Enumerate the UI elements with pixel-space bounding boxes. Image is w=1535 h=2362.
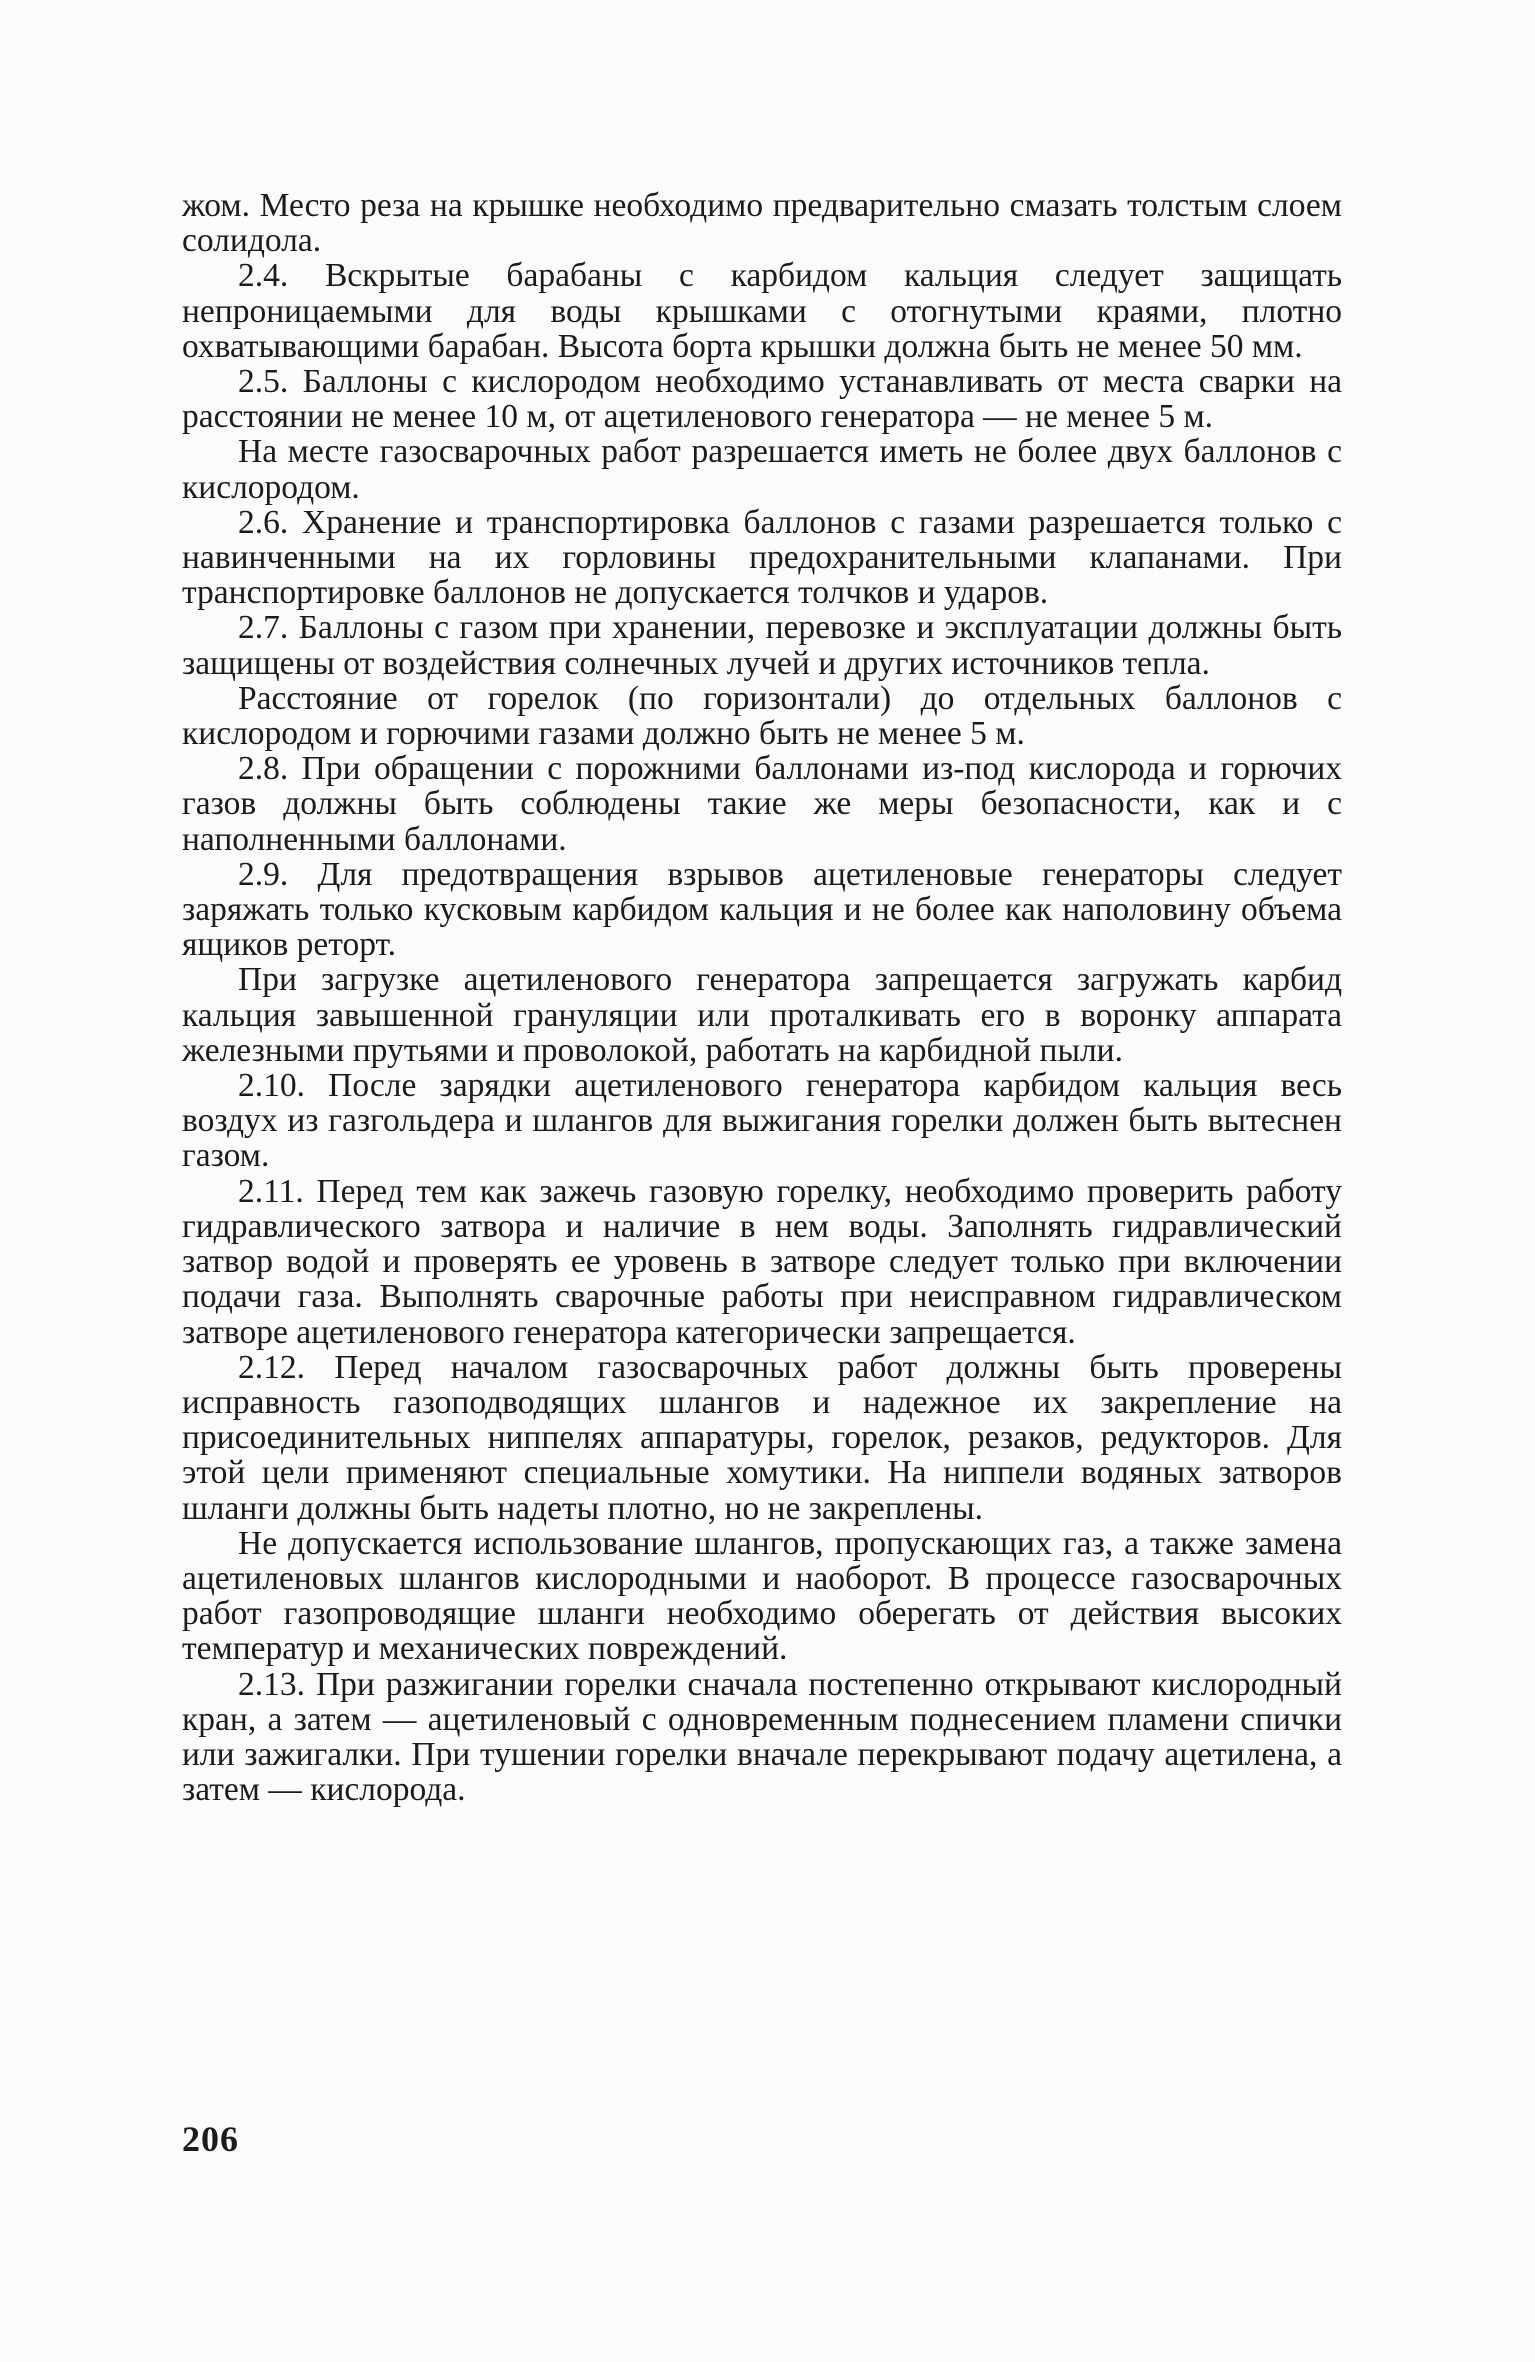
paragraph-2-10: 2.10. После зарядки ацетиленового генератора карбидом кальция весь воздух из газгольдера и шлангов для выжигания горелки должен быть вытеснен газом. bbox=[182, 1067, 1342, 1175]
paragraph-2-12-note: Не допускается использование шлангов, пропускающих газ, а также замена ацетиленовых шлангов кислородными и наоборот. В процессе газосварочных работ газопроводящие шланги необходимо оберегать от действия высоких температур и механических повреждений. bbox=[182, 1524, 1342, 1668]
paragraph-2-4: 2.4. Вскрытые барабаны с карбидом кальция следует защищать непроницаемыми для воды крышками с отогнутыми краями, плотно охватывающими барабан. Высота борта крышки должна быть не менее 50 мм. bbox=[182, 257, 1342, 365]
paragraph-2-9-note: При загрузке ацетиленового генератора запрещается загружать карбид кальция завышенной грануляции или проталкивать его в воронку аппарата железными прутьями и проволокой, работать на карбидной пыли. bbox=[182, 961, 1342, 1069]
paragraph-2-11: 2.11. Перед тем как зажечь газовую горелку, необходимо проверить работу гидравлического затвора и наличие в нем воды. Заполнять гидравлический затвор водой и проверять ее уровень в затворе следует только при включении подачи газа. Выполнять сварочные работы при неисправном гидравлическом затворе ацетиленового генератора категорически запрещается. bbox=[182, 1172, 1342, 1351]
paragraph-2-7-note: Расстояние от горелок (по горизонтали) до отдельных баллонов с кислородом и горючими газами должно быть не менее 5 м. bbox=[182, 679, 1342, 753]
paragraph-continuation: жом. Место реза на крышке необходимо предварительно смазать толстым слоем солидола. bbox=[182, 187, 1342, 260]
paragraph-2-5-note: На месте газосварочных работ разрешается иметь не более двух баллонов с кислородом. bbox=[182, 433, 1342, 506]
paragraph-2-5: 2.5. Баллоны с кислородом необходимо устанавливать от места сварки на расстоянии не менее 10 м, от ацетиленового генератора — не менее 5 м. bbox=[182, 363, 1342, 436]
page-number: 206 bbox=[182, 2119, 239, 2159]
body-text bbox=[182, 188, 1342, 1807]
paragraph-2-8: 2.8. При обращении с порожними баллонами из-под кислорода и горючих газов должны быть соблюдены такие же меры безопасности, как и с наполненными баллонами. bbox=[182, 750, 1342, 858]
paragraph-2-7: 2.7. Баллоны с газом при хранении, перевозке и эксплуатации должны быть защищены от воздействия солнечных лучей и других источников тепла. bbox=[182, 609, 1342, 682]
paragraph-2-9: 2.9. Для предотвращения взрывов ацетиленовые генераторы следует заряжать только кусковым карбидом кальция и не более как наполовину объема ящиков реторт. bbox=[182, 855, 1342, 964]
paragraph-2-6: 2.6. Хранение и транспортировка баллонов с газами разрешается только с навинченными на их горловины предохранительными клапанами. При транспортировке баллонов не допускается толчков и ударов. bbox=[182, 503, 1342, 612]
paragraph-2-13: 2.13. При разжигании горелки сначала постепенно открывают кислородный кран, а затем — ацетиленовый с одновременным поднесением пламени спички или зажигалки. При тушении горелки вначале перекрывают подачу ацетилена, а затем — кислорода. bbox=[182, 1665, 1342, 1809]
paragraph-2-12: 2.12. Перед началом газосварочных работ должны быть проверены исправность газоподводящих шлангов и надежное их закрепление на присоединительных ниппелях аппаратуры, горелок, резаков, редукторов. Для этой цели применяют специальные хомутики. На ниппели водяных затворов шланги должны быть надеты плотно, но не закреплены. bbox=[182, 1348, 1342, 1527]
